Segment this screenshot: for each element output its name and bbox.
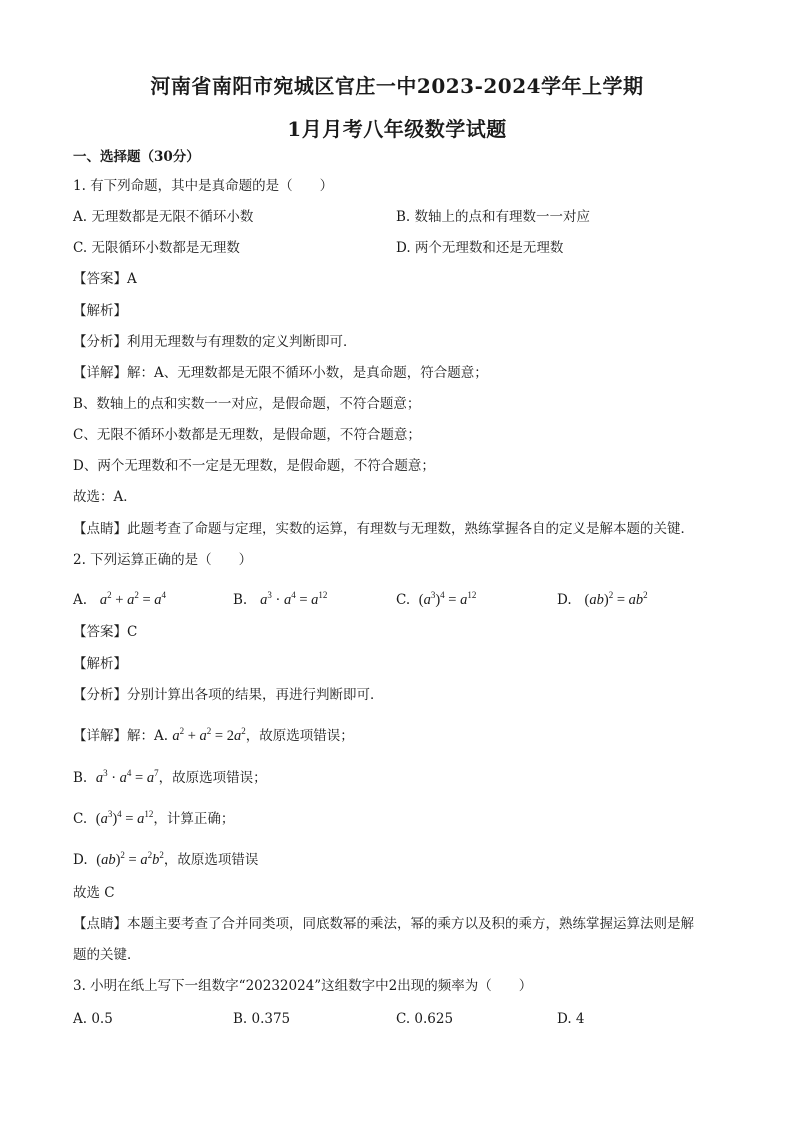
q2-option-c-formula: $(a^3)^4 = a^{12}$ — [418, 590, 477, 608]
q2-detail-c-tail: ，计算正确； — [153, 811, 235, 827]
q2-option-b — [233, 586, 327, 609]
q2-analysis: 【分析】分别计算出各项的结果，再进行判断即可． — [73, 687, 384, 703]
q1-answer: 【答案】A — [73, 271, 137, 287]
q2-option-b-label: B. — [233, 592, 248, 608]
q1-option-b: B. 数轴上的点和有理数一一对应 — [396, 209, 591, 225]
q2-option-d — [557, 586, 648, 609]
q2-detail-c — [73, 805, 234, 828]
q2-analysis-label: 【解析】 — [73, 656, 127, 672]
q2-detail-a-tail: ，故原选项错误； — [245, 728, 354, 744]
q3-stem: 3. 小明在纸上写下一组数字“20232024”这组数字中2出现的频率为（ ） — [73, 978, 533, 994]
q2-detail-b — [73, 764, 267, 787]
q1-detail-4: D、两个无理数和不一定是无理数，是假命题，不符合题意； — [73, 458, 435, 474]
q2-detail-c-formula: $(a^3)^4 = a^{12}$ — [95, 809, 154, 827]
q1-detail-2: B、数轴上的点和实数一一对应，是假命题，不符合题意； — [73, 396, 421, 412]
q2-option-d-formula: $(ab)^2 = ab^2$ — [584, 590, 648, 608]
q2-detail-b-formula: $a^3 \cdot a^4 = a^7$ — [95, 768, 159, 786]
q2-detail-d — [73, 846, 258, 869]
q2-answer: 【答案】C — [73, 624, 138, 640]
q2-option-c-label: C. — [396, 592, 411, 608]
document-title-line2: 1月月考八年级数学试题 — [287, 117, 507, 141]
q2-option-a-label: A. — [73, 592, 88, 608]
q2-comment-1: 【点睛】本题主要考查了合并同类项，同底数幂的乘法，幂的乘方以及积的乘方，熟练掌握运算法则是解 — [73, 916, 694, 932]
q1-analysis: 【分析】利用无理数与有理数的定义判断即可． — [73, 334, 357, 350]
q2-choose: 故选 C — [73, 885, 115, 901]
q2-option-d-label: D. — [557, 592, 572, 608]
q2-option-c — [396, 586, 476, 609]
q1-analysis-label: 【解析】 — [73, 303, 127, 319]
q1-detail-3: C、无限不循环小数都是无理数，是假命题，不符合题意； — [73, 427, 421, 443]
q2-detail-a-formula: $a^2 + a^2 = 2a^2$ — [172, 726, 246, 744]
q1-stem: 1. 有下列命题，其中是真命题的是（ ） — [73, 178, 334, 194]
q3-option-d: D. 4 — [557, 1011, 585, 1027]
q2-detail-d-prefix: D. — [73, 852, 88, 868]
q3-option-b: B. 0.375 — [233, 1011, 291, 1027]
q2-option-a-formula: $a^2 + a^2 = a^4$ — [99, 590, 167, 608]
q1-comment: 【点睛】此题考查了命题与定理，实数的运算，有理数与无理数，熟练掌握各自的定义是解本题的关键． — [73, 521, 694, 537]
q1-option-c: C. 无限循环小数都是无理数 — [73, 240, 240, 256]
q1-option-a: A. 无理数都是无限不循环小数 — [73, 209, 254, 225]
q2-option-a — [73, 586, 166, 609]
q2-detail-b-prefix: B. — [73, 770, 88, 786]
q1-option-d: D. 两个无理数和还是无理数 — [396, 240, 564, 256]
q1-detail-1: 【详解】解：A、无理数都是无限不循环小数，是真命题，符合题意； — [73, 365, 488, 381]
q2-stem: 2. 下列运算正确的是（ ） — [73, 552, 253, 568]
q2-detail-a — [73, 722, 354, 745]
q2-detail-d-tail: ，故原选项错误 — [163, 852, 259, 868]
section-heading: 一、选择题（30分） — [73, 149, 200, 165]
q1-choose: 故选：A． — [73, 489, 137, 505]
q2-detail-b-tail: ，故原选项错误； — [158, 770, 267, 786]
document-title-line1: 河南省南阳市宛城区官庄一中2023-2024学年上学期 — [150, 74, 644, 98]
q3-option-c: C. 0.625 — [396, 1011, 454, 1027]
q2-comment-2: 题的关键． — [73, 947, 141, 963]
q2-detail-d-formula: $(ab)^2 = a^2b^2$ — [96, 850, 164, 868]
q2-option-b-formula: $a^3 \cdot a^4 = a^{12}$ — [260, 590, 328, 608]
q2-detail-c-prefix: C. — [73, 811, 88, 827]
q3-option-a: A. 0.5 — [73, 1011, 113, 1027]
q2-detail-a-prefix: 【详解】解：A. — [73, 728, 169, 744]
